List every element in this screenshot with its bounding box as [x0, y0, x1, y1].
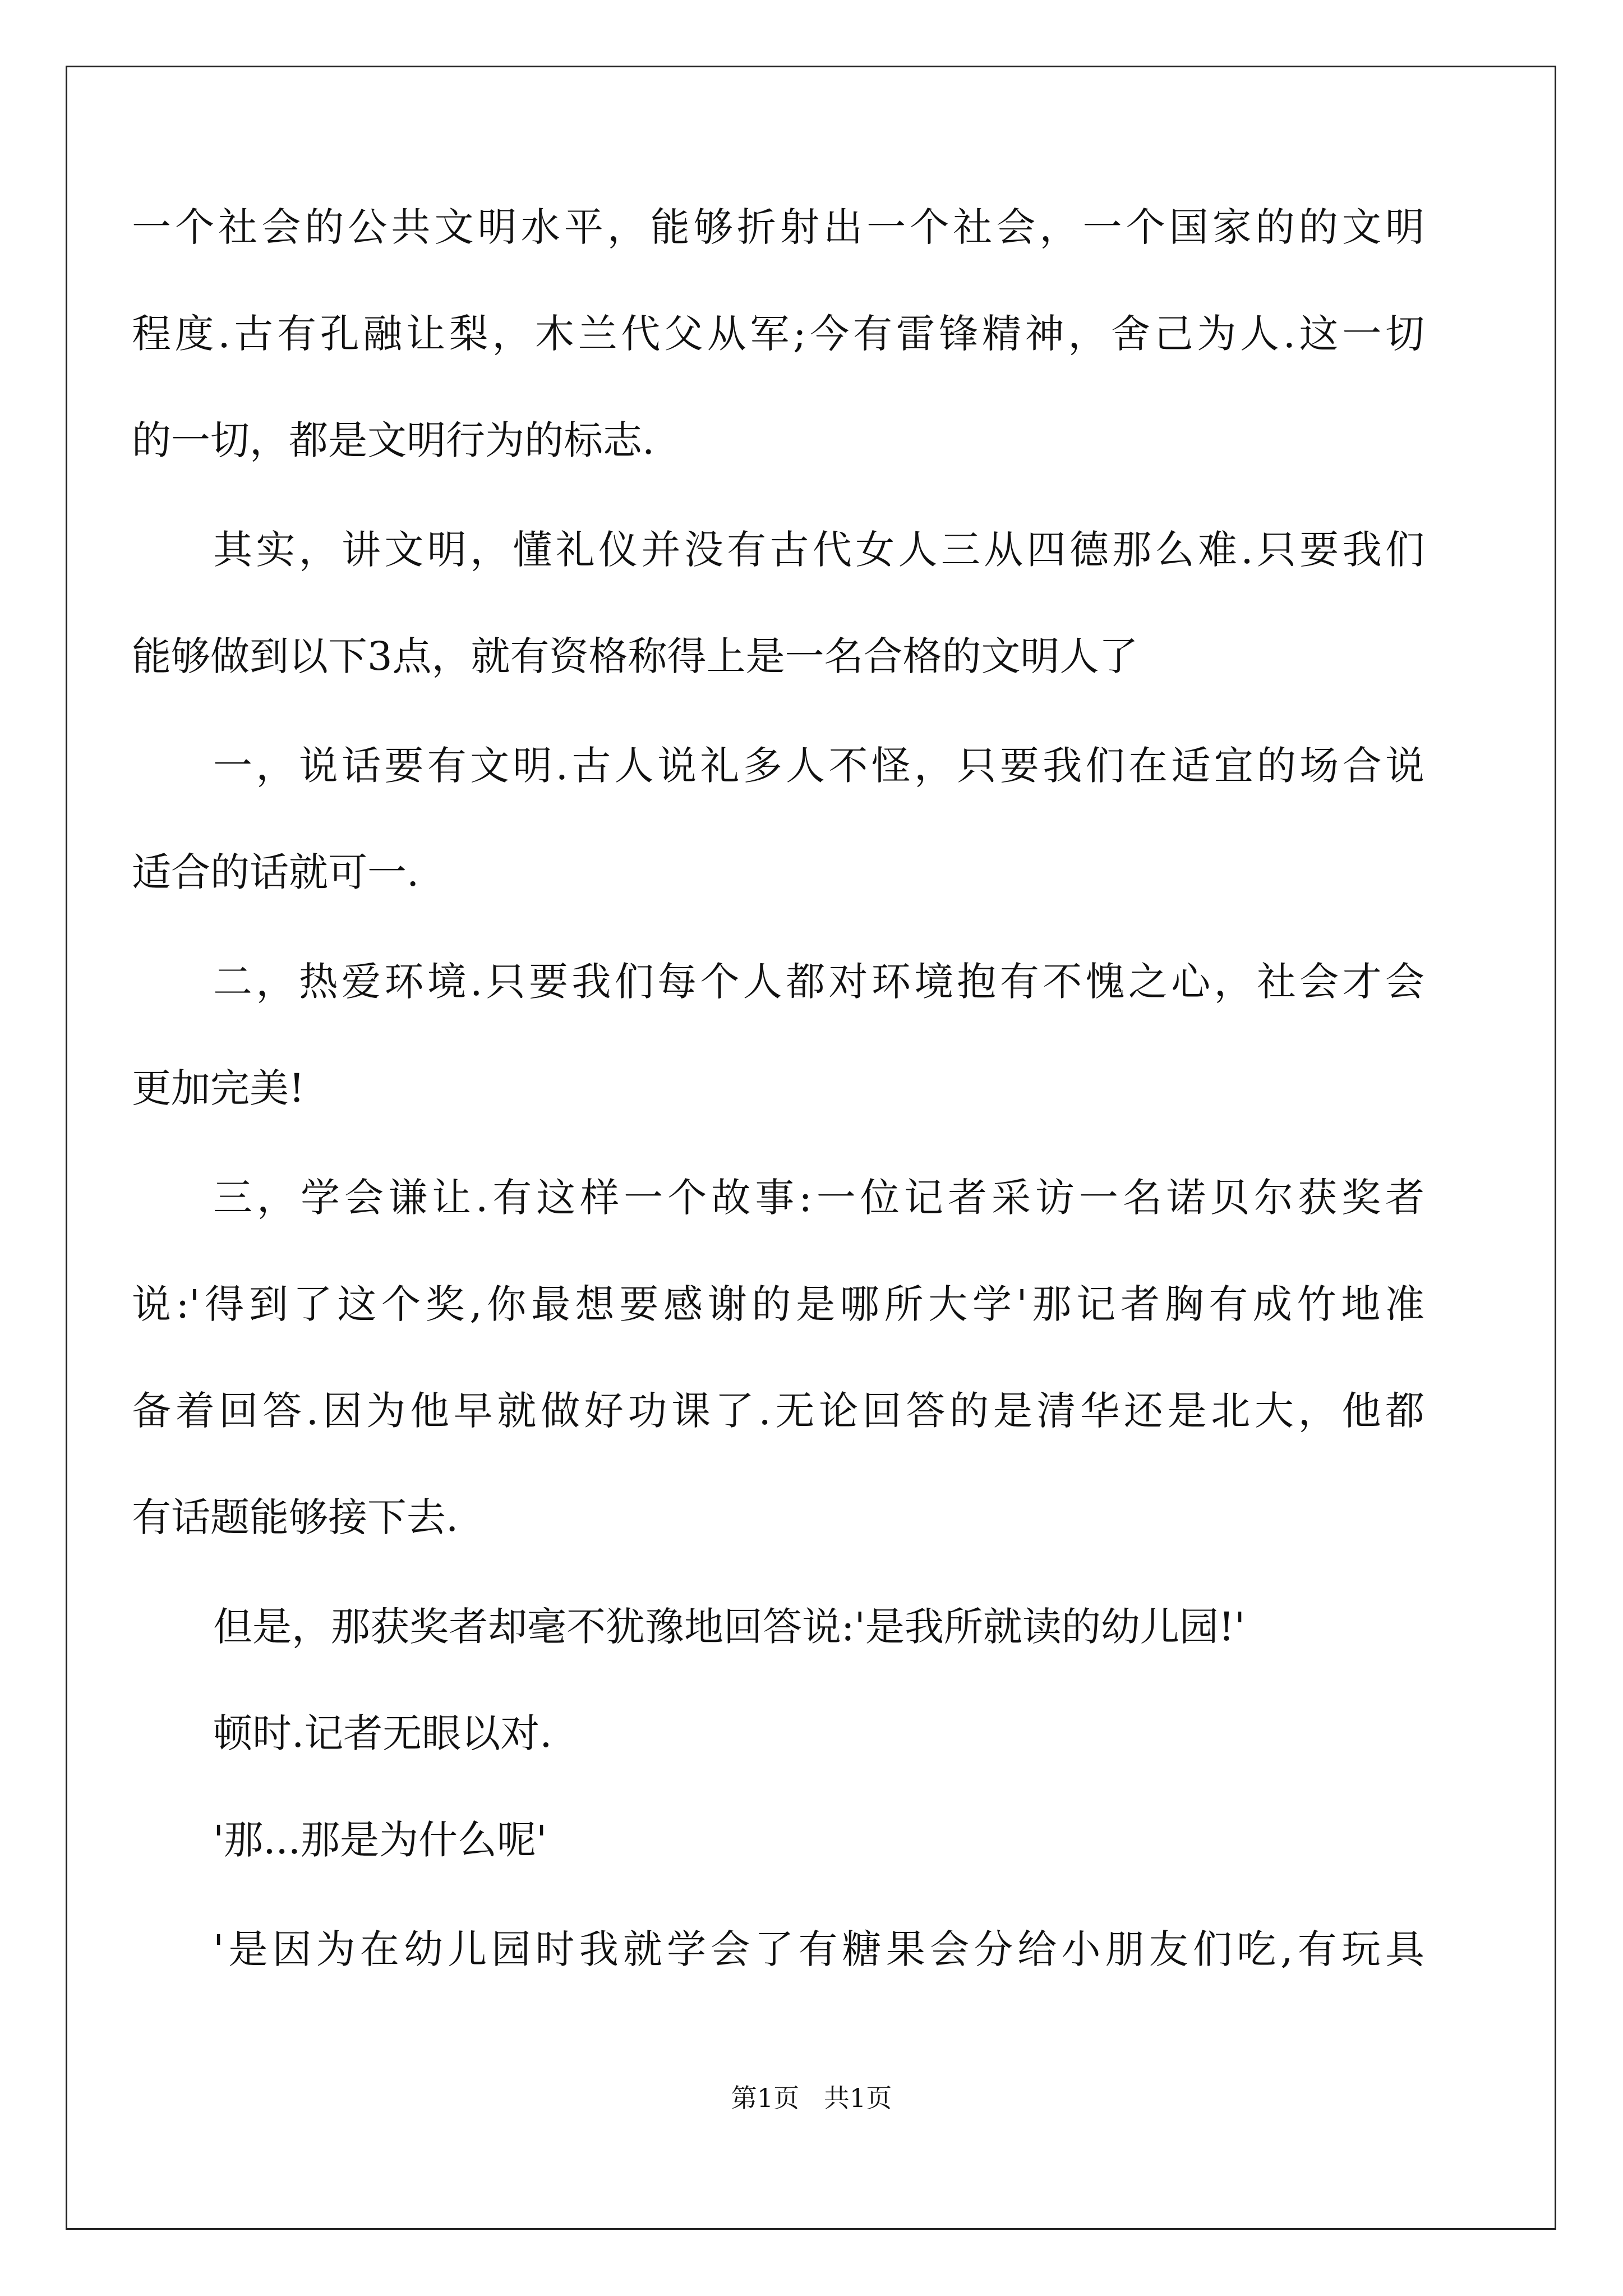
paragraph-line: 的一切，都是文明行为的标志.	[132, 417, 655, 463]
page-frame	[66, 66, 1556, 2230]
paragraph-line: 有话题能够接下去.	[132, 1494, 459, 1540]
paragraph-line: 说:'得到了这个奖,你最想要感谢的是哪所大学'那记者胸有成竹地准	[132, 1281, 1424, 1327]
paragraph-line: 一，说话要有文明.古人说礼多人不怪，只要我们在适宜的场合说	[213, 743, 1424, 789]
paragraph-line: '是因为在幼儿园时我就学会了有糖果会分给小朋友们吃,有玩具	[213, 1926, 1424, 1972]
paragraph-line: 其实，讲文明，懂礼仪并没有古代女人三从四德那么难.只要我们	[213, 527, 1424, 573]
paragraph-line: 更加完美!	[132, 1065, 305, 1111]
paragraph-line: 适合的话就可一.	[132, 849, 419, 895]
paragraph-line: 一个社会的公共文明水平，能够折射出一个社会，一个国家的的文明	[132, 204, 1424, 250]
paragraph-line: 能够做到以下3点，就有资格称得上是一名合格的文明人了	[132, 633, 1138, 679]
paragraph-line: 但是，那获奖者却毫不犹豫地回答说:'是我所就读的幼儿园!'	[213, 1604, 1246, 1650]
paragraph-line: 程度.古有孔融让梨，木兰代父从军;今有雷锋精神，舍己为人.这一切	[132, 311, 1424, 357]
paragraph-line: '那...那是为什么呢'	[213, 1817, 547, 1863]
page-footer: 第1页 共1页	[731, 2083, 892, 2113]
paragraph-line: 顿时.记者无眼以对.	[213, 1710, 552, 1756]
paragraph-line: 三，学会谦让.有这样一个故事:一位记者采访一名诺贝尔获奖者	[213, 1175, 1424, 1221]
paragraph-line: 二，热爱环境.只要我们每个人都对环境抱有不愧之心，社会才会	[213, 959, 1424, 1005]
paragraph-line: 备着回答.因为他早就做好功课了.无论回答的是清华还是北大，他都	[132, 1388, 1424, 1434]
